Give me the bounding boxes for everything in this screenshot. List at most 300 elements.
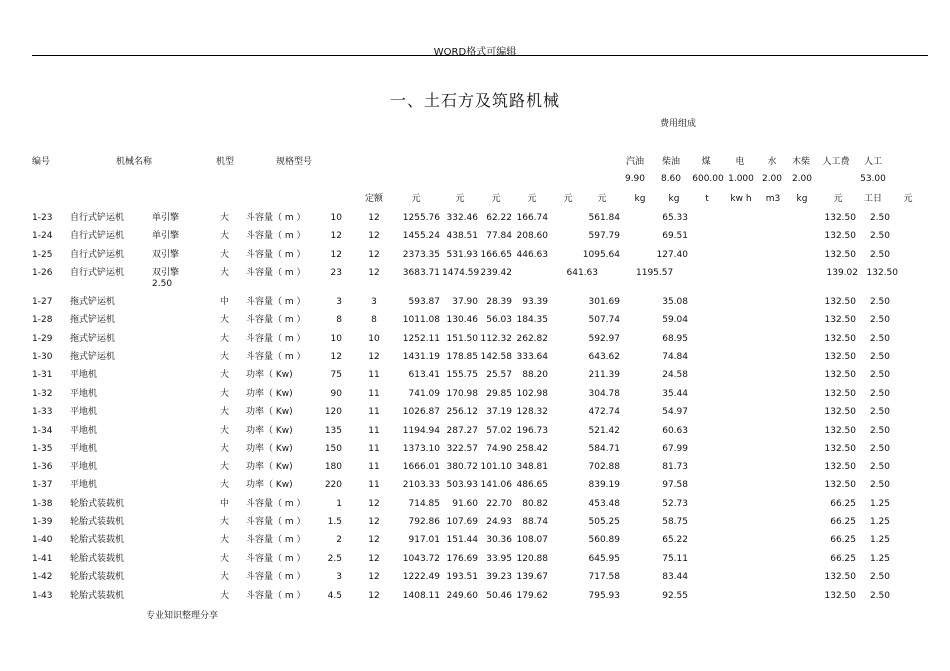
cell-spec: 功率（ Kw) [246,370,293,380]
cell-code: 1-37 [32,480,53,490]
cell-name: 平地机 [70,462,98,472]
cell-size: 23 [330,268,342,278]
cell-q: 11 [368,389,380,399]
cell-type: 大 [220,591,230,601]
cell-q: 11 [368,480,380,490]
cell-spec: 功率（ Kw) [246,462,293,472]
cell-c2: 74.90 [486,444,512,454]
cell-size: 1.5 [327,517,342,527]
cell-name: 轮胎式装载机 [70,517,125,527]
cell-sub: 单引擎 [152,231,180,241]
cell-size: 220 [324,480,342,490]
cell-q: 12 [368,535,380,545]
col-header-water: 水 [767,157,777,167]
cell-code: 1-42 [32,572,53,582]
cell-code: 1-31 [32,370,53,380]
cell-fee: 132.50 [824,334,856,344]
cell-type: 大 [220,250,230,260]
cell-spec: 斗容量（ m ） [246,591,306,601]
cell-type: 大 [220,480,230,490]
cell-q: 11 [368,370,380,380]
cell-code: 1-24 [32,231,53,241]
unit-label: kg [634,194,646,204]
cell-fee: 66.25 [830,499,856,509]
cell-total: 741.09 [408,389,440,399]
unit-label: 元 [455,194,465,204]
cell-diesel: 127.40 [656,250,688,260]
unit-label: m3 [765,194,781,204]
cell-labor: 2.50 [869,591,890,601]
page-header: WORD格式可编辑 [433,47,517,58]
cell-type: 中 [220,297,230,307]
cell-code: 1-32 [32,389,53,399]
cell-fuel: 561.84 [588,213,620,223]
col-header-labor: 人工 [863,157,882,167]
cell-c1: 178.85 [446,352,478,362]
col-header-spec: 规格型号 [276,157,313,167]
unit-label: 元 [491,194,501,204]
cell-labor: 2.50 [869,572,890,582]
cell-name: 平地机 [70,480,98,490]
cell-fuel: 560.89 [588,535,620,545]
cell-labor: 2.50 [869,250,890,260]
cell-name: 自行式铲运机 [70,231,125,241]
unit-label: 元 [903,194,913,204]
cell-c3: 139.67 [516,572,548,582]
cell-c3: 258.42 [516,444,548,454]
cell-c2: 37.19 [486,407,512,417]
col-header-code: 编号 [32,157,51,167]
cell-q: 8 [371,315,377,325]
cell-name: 轮胎式装载机 [70,591,125,601]
cell-spec: 斗容量（ m ） [246,268,306,278]
cell-total: 1373.10 [402,444,440,454]
cell-total: 1043.72 [402,554,440,564]
unit-label: 元 [411,194,421,204]
cell-fuel: 643.62 [588,352,620,362]
cell-spec: 功率（ Kw) [246,444,293,454]
cell-c3: 120.88 [516,554,548,564]
unit-label: 元 [527,194,537,204]
cell-name: 自行式铲运机 [70,268,125,278]
cell-c2: 39.23 [486,572,512,582]
cell-name: 轮胎式装载机 [70,499,125,509]
header-rule [32,55,928,56]
cell-type: 大 [220,426,230,436]
cell-diesel: 59.04 [662,315,688,325]
cell-fuel: 1095.64 [582,250,620,260]
cell-spec: 斗容量（ m ） [246,250,306,260]
cell-c2: 239.42 [480,268,512,278]
cell-fee: 66.25 [830,554,856,564]
cell-type: 大 [220,535,230,545]
cell-diesel: 54.97 [662,407,688,417]
cell-diesel: 58.75 [662,517,688,527]
unit-label: 元 [563,194,573,204]
cell-spec: 斗容量（ m ） [246,213,306,223]
cell-diesel: 92.55 [662,591,688,601]
cell-labor: 2.50 [869,426,890,436]
cell-total: 1222.49 [402,572,440,582]
col-header-coal: 煤 [701,157,711,167]
cell-c1: 1474.59 [442,268,480,278]
unit-label: 工日 [863,194,882,204]
cell-c1: 151.44 [446,535,478,545]
cell-labor: 2.50 [869,352,890,362]
cell-labor: 2.50 [869,462,890,472]
cell-code: 1-25 [32,250,53,260]
cell-total: 1255.76 [402,213,440,223]
cell-labor: 2.50 [869,315,890,325]
cell-diesel: 81.73 [662,462,688,472]
cell-c1: 256.12 [446,407,478,417]
cell-size: 12 [330,231,342,241]
col-header-type: 机型 [216,157,235,167]
cell-type: 大 [220,444,230,454]
price-water: 2.00 [761,174,783,184]
cell-total: 917.01 [408,535,440,545]
cell-size: 180 [324,462,342,472]
cell-labor: 2.50 [869,407,890,417]
cell-diesel: 68.95 [662,334,688,344]
cell-sub: 双引擎 [152,268,180,278]
col-header-gasoline: 汽油 [625,157,644,167]
cell-c2: 30.36 [486,535,512,545]
cell-spec: 斗容量（ m ） [246,554,306,564]
cell-c1: 37.90 [452,297,478,307]
cell-name: 轮胎式装载机 [70,535,125,545]
cell-fuel: 507.74 [588,315,620,325]
cell-code: 1-26 [32,268,53,278]
cell-c3: 179.62 [516,591,548,601]
cell-q: 12 [368,213,380,223]
cell-total: 1408.11 [402,591,440,601]
unit-label: kg [668,194,680,204]
cell-fee: 132.50 [824,352,856,362]
cell-type: 大 [220,315,230,325]
col-header-firewood: 木柴 [791,157,810,167]
page-title: 一、土石方及筑路机械 [389,91,560,110]
cell-diesel: 24.58 [662,370,688,380]
cell-q: 12 [368,572,380,582]
cell-sub: 单引擎 [152,213,180,223]
cell-c1: 380.72 [446,462,478,472]
cell-labor: 2.50 [869,297,890,307]
cell-size: 90 [330,389,342,399]
cell-c3: 208.60 [516,231,548,241]
unit-label: kw h [730,194,752,204]
cell-q: 12 [368,268,380,278]
cell-fee: 132.50 [824,407,856,417]
cell-fee: 132.50 [824,480,856,490]
cell-total: 1666.01 [402,462,440,472]
unit-label: 元 [833,194,843,204]
cell-fee: 132.50 [824,231,856,241]
unit-label: t [705,194,709,204]
cell-diesel: 83.44 [662,572,688,582]
cell-name: 平地机 [70,370,98,380]
cell-fee: 132.50 [824,572,856,582]
cell-diesel: 97.58 [662,480,688,490]
cell-fee: 132.50 [824,370,856,380]
cell-sub-extra: 2.50 [152,279,173,289]
cell-spec: 斗容量（ m ） [246,352,306,362]
cell-size: 150 [324,444,342,454]
col-header-electricity: 电 [735,157,745,167]
cell-diesel: 65.22 [662,535,688,545]
col-header-diesel: 柴油 [661,157,680,167]
cell-fee: 132.50 [824,444,856,454]
cell-size: 1 [336,499,342,509]
cell-name: 平地机 [70,407,98,417]
cell-name: 拖式铲运机 [70,297,116,307]
cell-fuel: 702.88 [588,462,620,472]
cell-code: 1-33 [32,407,53,417]
price-labor: 53.00 [860,174,886,184]
cell-code: 1-30 [32,352,53,362]
cell-fee: 132.50 [824,426,856,436]
cell-c3: 262.82 [516,334,548,344]
cell-code: 1-38 [32,499,53,509]
cell-c3: 108.07 [516,535,548,545]
cell-fee: 139.02 [826,268,858,278]
cell-name: 拖式铲运机 [70,315,116,325]
cell-q: 12 [368,352,380,362]
cell-name: 轮胎式装载机 [70,554,125,564]
cell-labor: 2.50 [869,370,890,380]
cell-c1: 193.51 [446,572,478,582]
cell-c3: 184.35 [516,315,548,325]
cell-fuel: 301.69 [588,297,620,307]
cell-code: 1-35 [32,444,53,454]
cell-labor: 2.50 [869,213,890,223]
cell-sub: 双引擎 [152,250,180,260]
cell-diesel: 60.63 [662,426,688,436]
cell-spec: 斗容量（ m ） [246,334,306,344]
unit-label: 元 [597,194,607,204]
cell-c1: 151.50 [446,334,478,344]
cell-size: 4.5 [327,591,342,601]
cell-fuel: 592.97 [588,334,620,344]
cell-spec: 功率（ Kw) [246,426,293,436]
cell-diesel: 74.84 [662,352,688,362]
cell-q: 11 [368,462,380,472]
cell-fuel: 717.58 [588,572,620,582]
cell-c3: 446.63 [516,250,548,260]
cell-total: 3683.71 [402,268,440,278]
price-firewood: 2.00 [791,174,813,184]
cell-type: 大 [220,213,230,223]
cell-diesel: 69.51 [662,231,688,241]
cell-code: 1-27 [32,297,53,307]
cell-total: 593.87 [408,297,440,307]
cell-type: 大 [220,517,230,527]
cell-fuel: 453.48 [588,499,620,509]
cell-type: 大 [220,370,230,380]
cell-total: 613.41 [408,370,440,380]
cell-name: 自行式铲运机 [70,213,125,223]
cell-code: 1-29 [32,334,53,344]
cell-c3: 486.65 [516,480,548,490]
cell-c2: 142.58 [480,352,512,362]
cell-diesel: 65.33 [662,213,688,223]
cell-size: 135 [324,426,342,436]
cell-spec: 斗容量（ m ） [246,517,306,527]
cell-diesel: 35.08 [662,297,688,307]
cell-c2: 141.06 [480,480,512,490]
cell-size: 2 [336,535,342,545]
cell-code: 1-43 [32,591,53,601]
cell-c2: 77.84 [486,231,512,241]
cell-type: 大 [220,268,230,278]
cell-labor: 2.50 [869,444,890,454]
cell-q: 12 [368,591,380,601]
cell-spec: 功率（ Kw) [246,389,293,399]
cell-c1: 332.46 [446,213,478,223]
cell-c1: 287.27 [446,426,478,436]
cell-spec: 斗容量（ m ） [246,231,306,241]
cell-c2: 29.85 [486,389,512,399]
cell-c2: 25.57 [486,370,512,380]
cell-c2: 24.93 [486,517,512,527]
cell-c2: 33.95 [486,554,512,564]
cell-fuel: 505.25 [588,517,620,527]
cell-spec: 功率（ Kw) [246,480,293,490]
cell-size: 12 [330,352,342,362]
cell-c3: 80.82 [522,499,548,509]
cell-q: 12 [368,499,380,509]
price-electricity: 1.000 [728,174,754,184]
cell-c3: 93.39 [522,297,548,307]
cell-name: 平地机 [70,444,98,454]
cell-fuel: 641.63 [566,268,598,278]
cell-c1: 438.51 [446,231,478,241]
cell-fee: 132.50 [824,297,856,307]
cell-type: 大 [220,389,230,399]
cell-spec: 斗容量（ m ） [246,315,306,325]
cell-name: 拖式铲运机 [70,334,116,344]
cell-size: 10 [330,213,342,223]
cell-labor: 2.50 [869,480,890,490]
cell-q: 12 [368,554,380,564]
cell-fuel: 795.93 [588,591,620,601]
cell-fee: 132.50 [824,213,856,223]
cell-size: 3 [336,572,342,582]
cell-diesel: 75.11 [662,554,688,564]
cell-c3: 88.74 [522,517,548,527]
cell-spec: 斗容量（ m ） [246,572,306,582]
cell-code: 1-34 [32,426,53,436]
cell-c2: 62.22 [486,213,512,223]
cell-c1: 322.57 [446,444,478,454]
cell-type: 大 [220,352,230,362]
cell-size: 10 [330,334,342,344]
cell-q: 3 [371,297,377,307]
cell-labor: 132.50 [866,268,898,278]
cell-total: 792.86 [408,517,440,527]
cell-c3: 102.98 [516,389,548,399]
cell-code: 1-28 [32,315,53,325]
cell-c3: 166.74 [516,213,548,223]
cell-fuel: 521.42 [588,426,620,436]
cell-q: 12 [368,231,380,241]
cell-total: 2373.35 [402,250,440,260]
cell-labor: 1.25 [869,535,890,545]
price-diesel: 8.60 [660,174,682,184]
cell-name: 拖式铲运机 [70,352,116,362]
cell-labor: 1.25 [869,517,890,527]
cell-c1: 531.93 [446,250,478,260]
cell-q: 11 [368,444,380,454]
cell-size: 2.5 [327,554,342,564]
cell-fuel: 472.74 [588,407,620,417]
col-header-name: 机械名称 [116,157,153,167]
cell-total: 1455.24 [402,231,440,241]
cell-c2: 50.46 [486,591,512,601]
cell-spec: 斗容量（ m ） [246,297,306,307]
cell-fee: 66.25 [830,535,856,545]
cell-c1: 176.69 [446,554,478,564]
cell-c2: 166.65 [480,250,512,260]
cell-name: 平地机 [70,426,98,436]
cell-c2: 22.70 [486,499,512,509]
cell-q: 12 [368,517,380,527]
cell-code: 1-40 [32,535,53,545]
cell-fee: 66.25 [830,517,856,527]
cell-fee: 132.50 [824,591,856,601]
cell-labor: 1.25 [869,499,890,509]
cell-c2: 57.02 [486,426,512,436]
cell-c1: 249.60 [446,591,478,601]
cell-total: 1026.87 [402,407,440,417]
cell-code: 1-39 [32,517,53,527]
price-gasoline: 9.90 [624,174,646,184]
cell-c1: 91.60 [452,499,478,509]
cell-c1: 107.69 [446,517,478,527]
cell-type: 大 [220,554,230,564]
cell-code: 1-41 [32,554,53,564]
cell-spec: 斗容量（ m ） [246,499,306,509]
cell-name: 平地机 [70,389,98,399]
cell-c2: 56.03 [486,315,512,325]
cell-total: 714.85 [408,499,440,509]
cell-fuel: 645.95 [588,554,620,564]
unit-label: kg [796,194,808,204]
cell-q: 11 [368,426,380,436]
cell-fuel: 211.39 [588,370,620,380]
cell-total: 1011.08 [402,315,440,325]
cell-c3: 333.64 [516,352,548,362]
cell-labor: 2.50 [869,334,890,344]
cell-spec: 功率（ Kw) [246,407,293,417]
cell-fee: 132.50 [824,389,856,399]
cell-size: 120 [324,407,342,417]
cell-spec: 斗容量（ m ） [246,535,306,545]
cell-c1: 503.93 [446,480,478,490]
cell-size: 8 [336,315,342,325]
cell-name: 自行式铲运机 [70,250,125,260]
cell-type: 大 [220,334,230,344]
cell-type: 大 [220,231,230,241]
cell-code: 1-23 [32,213,53,223]
cell-type: 中 [220,499,230,509]
cell-c1: 130.46 [446,315,478,325]
cell-code: 1-36 [32,462,53,472]
cell-labor: 1.25 [869,554,890,564]
cell-diesel: 1195.57 [636,268,674,278]
cell-fuel: 597.79 [588,231,620,241]
cell-c1: 170.98 [446,389,478,399]
